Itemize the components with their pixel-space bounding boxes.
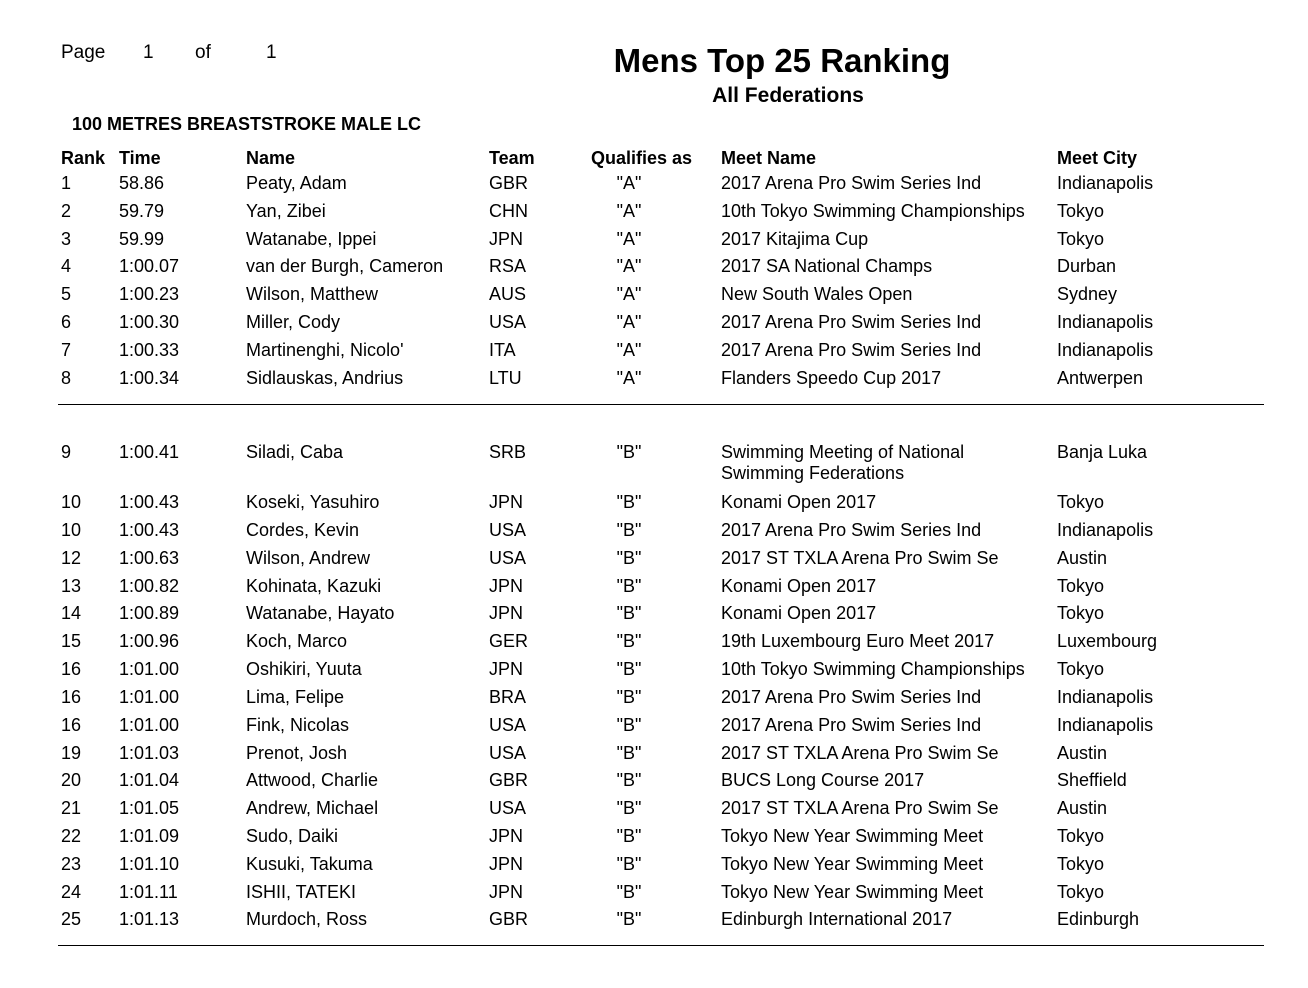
cell-rank: 6	[61, 312, 72, 332]
cell-qualifies: "A"	[616, 368, 642, 388]
cell-meet-name: 2017 Arena Pro Swim Series Ind	[721, 340, 982, 360]
cell-meet-name: Flanders Speedo Cup 2017	[721, 368, 942, 388]
cell-meet-city: Sheffield	[1057, 770, 1127, 790]
cell-qualifies: "B"	[616, 548, 642, 568]
cell-meet-city: Edinburgh	[1057, 909, 1140, 929]
cell-meet-name: Konami Open 2017	[721, 576, 877, 596]
table-row	[0, 770, 1308, 794]
cell-meet-city: Indianapolis	[1057, 340, 1154, 360]
cell-time: 1:00.63	[119, 548, 180, 568]
table-row	[0, 256, 1308, 280]
cell-meet-name: 2017 SA National Champs	[721, 256, 933, 276]
cell-team: JPN	[489, 882, 524, 902]
cell-qualifies: "B"	[616, 826, 642, 846]
cell-time: 1:01.13	[119, 909, 180, 929]
cell-name: Martinenghi, Nicolo'	[246, 340, 404, 360]
cell-meet-city: Tokyo	[1057, 229, 1105, 249]
cell-meet-name: Tokyo New Year Swimming Meet	[721, 826, 984, 846]
cell-meet-city: Tokyo	[1057, 603, 1105, 623]
table-row	[0, 284, 1308, 308]
cell-meet-name: 2017 Arena Pro Swim Series Ind	[721, 715, 982, 735]
table-row	[0, 520, 1308, 544]
cell-time: 1:00.34	[119, 368, 180, 388]
table-row	[0, 442, 1308, 483]
cell-meet-name: Tokyo New Year Swimming Meet	[721, 854, 984, 874]
cell-rank: 14	[61, 603, 82, 623]
cell-meet-city: Tokyo	[1057, 882, 1105, 902]
cell-qualifies: "B"	[616, 492, 642, 512]
cell-meet-name: 10th Tokyo Swimming Championships	[721, 201, 1025, 221]
cell-meet-city: Austin	[1057, 548, 1108, 568]
cell-qualifies: "B"	[616, 603, 642, 623]
cell-meet-city: Austin	[1057, 743, 1108, 763]
page-title: Mens Top 25 Ranking	[613, 42, 951, 79]
cell-qualifies: "B"	[616, 659, 642, 679]
cell-meet-city: Tokyo	[1057, 492, 1105, 512]
cell-name: Lima, Felipe	[246, 687, 345, 707]
table-row	[0, 798, 1308, 822]
cell-time: 1:01.11	[119, 882, 178, 902]
cell-qualifies: "B"	[616, 798, 642, 818]
cell-meet-name: New South Wales Open	[721, 284, 913, 304]
cell-name: Miller, Cody	[246, 312, 341, 332]
cell-rank: 23	[61, 854, 82, 874]
cell-name: Sidlauskas, Andrius	[246, 368, 404, 388]
cell-team: USA	[489, 715, 527, 735]
cell-team: AUS	[489, 284, 527, 304]
cell-qualifies: "B"	[616, 715, 642, 735]
cell-name: Kohinata, Kazuki	[246, 576, 382, 596]
cell-name: Kusuki, Takuma	[246, 854, 373, 874]
cell-rank: 10	[61, 520, 82, 540]
cell-rank: 21	[61, 798, 82, 818]
cell-team: GBR	[489, 770, 529, 790]
of-label: of	[195, 42, 211, 63]
cell-meet-city: Antwerpen	[1057, 368, 1144, 388]
column-header-qualifies: Qualifies as	[591, 148, 693, 168]
cell-qualifies: "B"	[616, 770, 642, 790]
cell-team: JPN	[489, 603, 524, 623]
cell-qualifies: "B"	[616, 854, 642, 874]
cell-meet-city: Indianapolis	[1057, 520, 1154, 540]
cell-rank: 22	[61, 826, 82, 846]
cell-rank: 8	[61, 368, 72, 388]
cell-time: 59.99	[119, 229, 165, 249]
cell-team: GER	[489, 631, 529, 651]
cell-name: Murdoch, Ross	[246, 909, 368, 929]
cell-time: 1:00.82	[119, 576, 180, 596]
cell-name: Yan, Zibei	[246, 201, 326, 221]
page-subtitle: All Federations	[712, 84, 864, 107]
cell-qualifies: "B"	[616, 442, 642, 462]
cell-qualifies: "B"	[616, 743, 642, 763]
cell-time: 1:00.33	[119, 340, 180, 360]
cell-team: LTU	[489, 368, 522, 388]
table-row	[0, 492, 1308, 516]
cell-meet-city: Indianapolis	[1057, 173, 1154, 193]
page-total: 1	[266, 42, 277, 63]
cell-team: JPN	[489, 826, 524, 846]
cell-name: ISHII, TATEKI	[246, 882, 357, 902]
cell-rank: 10	[61, 492, 82, 512]
cell-name: Koch, Marco	[246, 631, 348, 651]
cell-team: JPN	[489, 854, 524, 874]
cell-rank: 24	[61, 882, 82, 902]
cell-meet-name: Edinburgh International 2017	[721, 909, 953, 929]
column-header-name: Name	[246, 148, 296, 168]
table-row	[0, 909, 1308, 933]
cell-qualifies: "A"	[616, 173, 642, 193]
cell-meet-name: Tokyo New Year Swimming Meet	[721, 882, 984, 902]
cell-team: USA	[489, 548, 527, 568]
table-row	[0, 687, 1308, 711]
cell-qualifies: "B"	[616, 687, 642, 707]
table-row	[0, 826, 1308, 850]
cell-rank: 20	[61, 770, 82, 790]
cell-team: JPN	[489, 659, 524, 679]
cell-time: 1:00.23	[119, 284, 180, 304]
cell-time: 1:00.43	[119, 520, 180, 540]
cell-team: USA	[489, 798, 527, 818]
column-header-meet-name: Meet Name	[721, 148, 817, 168]
cell-time: 1:01.09	[119, 826, 180, 846]
cell-meet-city: Sydney	[1057, 284, 1118, 304]
cell-meet-name: 19th Luxembourg Euro Meet 2017	[721, 631, 995, 651]
cell-team: JPN	[489, 492, 524, 512]
cell-meet-name: 10th Tokyo Swimming Championships	[721, 659, 1025, 679]
cell-meet-city: Durban	[1057, 256, 1117, 276]
cell-time: 1:01.03	[119, 743, 180, 763]
cell-team: JPN	[489, 576, 524, 596]
table-row	[0, 854, 1308, 878]
cell-rank: 9	[61, 442, 72, 462]
table-row	[0, 368, 1308, 392]
cell-time: 1:01.00	[119, 687, 180, 707]
table-row	[0, 173, 1308, 197]
cell-time: 1:01.04	[119, 770, 180, 790]
cell-team: BRA	[489, 687, 527, 707]
cell-team: CHN	[489, 201, 528, 221]
cell-time: 1:00.96	[119, 631, 180, 651]
cell-rank: 19	[61, 743, 82, 763]
table-row	[0, 882, 1308, 906]
cell-rank: 25	[61, 909, 82, 929]
cell-meet-name: 2017 Arena Pro Swim Series Ind	[721, 312, 982, 332]
cell-meet-city: Austin	[1057, 798, 1108, 818]
cell-qualifies: "B"	[616, 631, 642, 651]
cell-name: Siladi, Caba	[246, 442, 344, 462]
table-bottom-divider	[58, 945, 1264, 946]
cell-team: GBR	[489, 173, 529, 193]
cell-team: USA	[489, 312, 527, 332]
column-header-meet-city: Meet City	[1057, 148, 1138, 168]
column-header-time: Time	[119, 148, 161, 168]
cell-rank: 16	[61, 687, 82, 707]
page-label: Page	[61, 42, 106, 63]
cell-team: ITA	[489, 340, 516, 360]
table-row	[0, 229, 1308, 253]
cell-meet-city: Indianapolis	[1057, 312, 1154, 332]
cell-rank: 4	[61, 256, 72, 276]
cell-rank: 16	[61, 715, 82, 735]
cell-meet-name: 2017 Arena Pro Swim Series Ind	[721, 687, 982, 707]
cell-meet-name: 2017 Arena Pro Swim Series Ind	[721, 173, 982, 193]
cell-meet-name: Konami Open 2017	[721, 603, 877, 623]
cell-rank: 7	[61, 340, 72, 360]
cell-meet-city: Banja Luka	[1057, 442, 1148, 462]
cell-time: 1:00.30	[119, 312, 180, 332]
cell-meet-city: Luxembourg	[1057, 631, 1158, 651]
cell-rank: 2	[61, 201, 72, 221]
cell-time: 1:01.00	[119, 659, 180, 679]
cell-name: Attwood, Charlie	[246, 770, 379, 790]
cell-meet-name: 2017 ST TXLA Arena Pro Swim Se	[721, 743, 999, 763]
cell-team: USA	[489, 743, 527, 763]
cell-time: 1:01.10	[119, 854, 180, 874]
cell-qualifies: "A"	[616, 312, 642, 332]
cell-qualifies: "B"	[616, 576, 642, 596]
cell-qualifies: "A"	[616, 256, 642, 276]
cell-name: Peaty, Adam	[246, 173, 347, 193]
cell-time: 1:00.43	[119, 492, 180, 512]
cell-team: USA	[489, 520, 527, 540]
cell-qualifies: "A"	[616, 201, 642, 221]
cell-rank: 15	[61, 631, 82, 651]
cell-meet-name: Swimming Meeting of National	[721, 442, 965, 462]
cell-meet-city: Tokyo	[1057, 854, 1105, 874]
table-row	[0, 201, 1308, 225]
cell-meet-city: Indianapolis	[1057, 715, 1154, 735]
table-row	[0, 576, 1308, 600]
cell-rank: 3	[61, 229, 72, 249]
cell-time: 1:00.89	[119, 603, 180, 623]
cell-meet-name: BUCS Long Course 2017	[721, 770, 925, 790]
cell-team: GBR	[489, 909, 529, 929]
cell-name: Oshikiri, Yuuta	[246, 659, 362, 679]
cell-name: van der Burgh, Cameron	[246, 256, 444, 276]
cell-rank: 5	[61, 284, 72, 304]
cell-qualifies: "A"	[616, 284, 642, 304]
cell-time: 1:00.41	[119, 442, 180, 462]
cell-name: Prenot, Josh	[246, 743, 348, 763]
cell-qualifies: "B"	[616, 520, 642, 540]
cell-meet-city: Indianapolis	[1057, 687, 1154, 707]
cell-meet-name: 2017 Arena Pro Swim Series Ind	[721, 520, 982, 540]
cell-name: Watanabe, Ippei	[246, 229, 377, 249]
cell-rank: 12	[61, 548, 82, 568]
table-row	[0, 743, 1308, 767]
cell-qualifies: "B"	[616, 882, 642, 902]
cell-name: Watanabe, Hayato	[246, 603, 395, 623]
event-title: 100 METRES BREASTSTROKE MALE LC	[72, 114, 422, 134]
cell-name: Wilson, Andrew	[246, 548, 371, 568]
cell-meet-name-line2: Swimming Federations	[721, 463, 905, 483]
column-header-team: Team	[489, 148, 535, 168]
cell-rank: 16	[61, 659, 82, 679]
cell-team: RSA	[489, 256, 527, 276]
cell-qualifies: "A"	[616, 229, 642, 249]
cell-team: JPN	[489, 229, 524, 249]
table-row	[0, 659, 1308, 683]
table-row	[0, 312, 1308, 336]
cell-meet-city: Tokyo	[1057, 826, 1105, 846]
cell-name: Sudo, Daiki	[246, 826, 339, 846]
table-row	[0, 715, 1308, 739]
cell-meet-name: 2017 Kitajima Cup	[721, 229, 869, 249]
column-header-rank: Rank	[61, 148, 106, 168]
cell-name: Cordes, Kevin	[246, 520, 360, 540]
cell-name: Wilson, Matthew	[246, 284, 379, 304]
cell-time: 1:01.05	[119, 798, 180, 818]
cell-name: Koseki, Yasuhiro	[246, 492, 380, 512]
cell-time: 58.86	[119, 173, 165, 193]
cell-meet-name: 2017 ST TXLA Arena Pro Swim Se	[721, 548, 999, 568]
cell-qualifies: "B"	[616, 909, 642, 929]
cell-time: 1:00.07	[119, 256, 180, 276]
cell-time: 59.79	[119, 201, 165, 221]
cell-rank: 1	[61, 173, 72, 193]
section-divider	[58, 404, 1264, 405]
table-row	[0, 340, 1308, 364]
cell-meet-name: Konami Open 2017	[721, 492, 877, 512]
cell-team: SRB	[489, 442, 527, 462]
cell-meet-city: Tokyo	[1057, 576, 1105, 596]
cell-meet-city: Tokyo	[1057, 201, 1105, 221]
cell-meet-name: 2017 ST TXLA Arena Pro Swim Se	[721, 798, 999, 818]
table-row	[0, 631, 1308, 655]
table-row	[0, 603, 1308, 627]
cell-time: 1:01.00	[119, 715, 180, 735]
cell-name: Fink, Nicolas	[246, 715, 350, 735]
cell-meet-city: Tokyo	[1057, 659, 1105, 679]
cell-rank: 13	[61, 576, 82, 596]
cell-qualifies: "A"	[616, 340, 642, 360]
page-number: 1	[143, 42, 154, 63]
table-row	[0, 548, 1308, 572]
cell-name: Andrew, Michael	[246, 798, 379, 818]
